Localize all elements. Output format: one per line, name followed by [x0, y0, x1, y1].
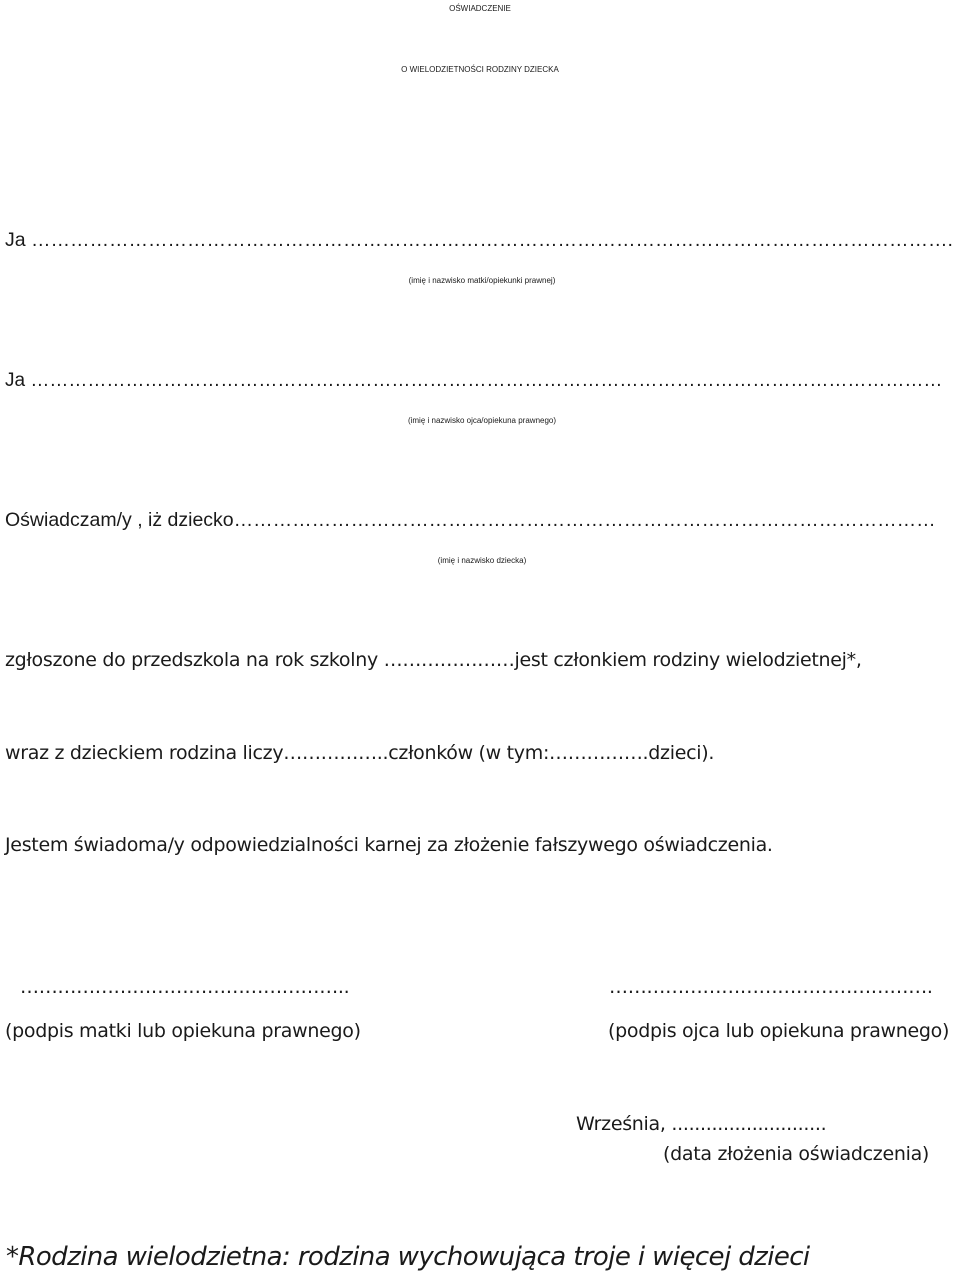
document-title: OŚWIADCZENIE	[449, 4, 511, 13]
father-name-caption: (imię i nazwisko ojca/opiekuna prawnego)	[407, 416, 557, 425]
date-line: Września, ...........................	[576, 1113, 827, 1135]
father-signature-caption: (podpis ojca lub opiekuna prawnego)	[608, 1020, 950, 1042]
school-year-statement: zgłoszone do przedszkola na rok szkolny …………………jest członkiem rodziny wielodzietnej*,	[5, 649, 862, 671]
document-subtitle: O WIELODZIETNOŚCI RODZINY DZIECKA	[401, 65, 559, 74]
mother-name-caption: (imię i nazwisko matki/opiekunki prawnej)	[408, 276, 556, 285]
child-name-line: Oświadczam/y , iż dziecko………………………………………………………………………………………………	[5, 509, 936, 531]
mother-signature-line: ……………………………………………..	[20, 976, 350, 998]
family-size-statement: wraz z dzieckiem rodzina liczy……………..członków (w tym:…………….dzieci).	[5, 742, 715, 764]
father-name-line: Ja ………………………………………………………………………………………………………………………………	[5, 370, 943, 391]
child-name-caption: (imię i nazwisko dziecka)	[437, 556, 527, 565]
date-caption: (data złożenia oświadczenia)	[663, 1143, 930, 1165]
footnote: *Rodzina wielodzietna: rodzina wychowująca troje i więcej dzieci	[6, 1242, 810, 1272]
liability-statement: Jestem świadoma/y odpowiedzialności karnej za złożenie fałszywego oświadczenia.	[5, 834, 773, 856]
father-signature-line: …………………………………………….	[609, 976, 933, 998]
mother-signature-caption: (podpis matki lub opiekuna prawnego)	[5, 1020, 361, 1042]
mother-name-line: Ja …………………………………………………………………………………………………………………………….	[5, 229, 953, 251]
